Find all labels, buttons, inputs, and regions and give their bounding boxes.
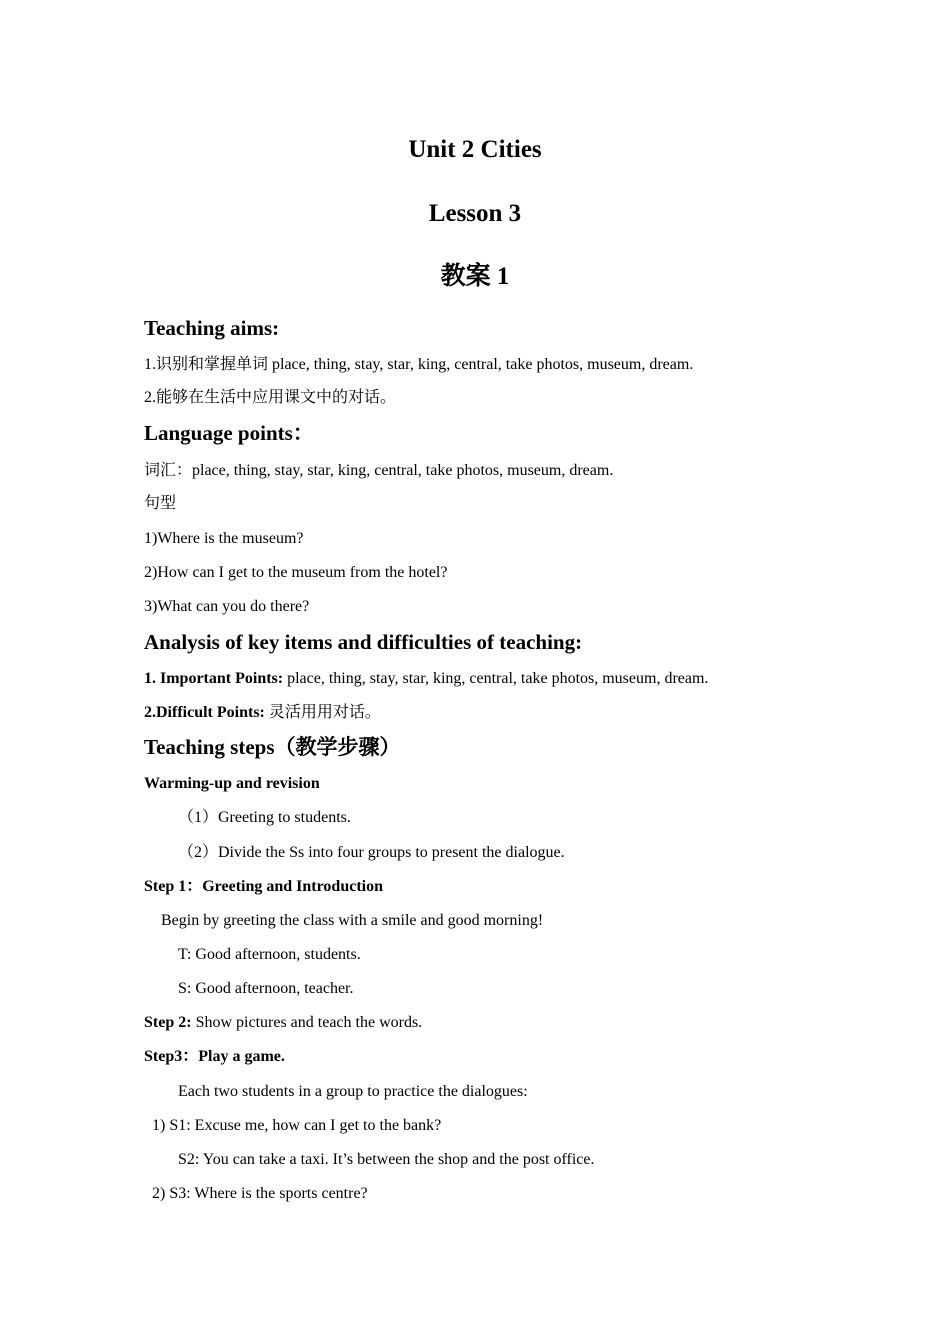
warmup-item: （1）Greeting to students. bbox=[178, 809, 351, 826]
dialogue-line: 1) S1: Excuse me, how can I get to the bank? bbox=[152, 1117, 442, 1134]
sentence-item: 2)How can I get to the museum from the hotel? bbox=[144, 564, 448, 581]
sentence-item: 3)What can you do there? bbox=[144, 598, 310, 615]
important-points-text: place, thing, stay, star, king, central, take photos, museum, dream. bbox=[283, 670, 709, 687]
sentence-item: 1)Where is the museum? bbox=[144, 530, 304, 547]
step3-intro: Each two students in a group to practice the dialogues: bbox=[178, 1083, 528, 1100]
teaching-aim-item: 2.能够在生活中应用课文中的对话。 bbox=[144, 389, 397, 406]
step1-intro: Begin by greeting the class with a smile and good morning! bbox=[161, 912, 544, 929]
dialogue-line: S: Good afternoon, teacher. bbox=[178, 980, 354, 997]
step2-label: Step 2: bbox=[144, 1014, 192, 1031]
warmup-label: Warming-up and revision bbox=[144, 775, 320, 792]
difficult-points-line bbox=[144, 705, 381, 721]
teaching-aims-heading: Teaching aims: bbox=[144, 316, 280, 340]
analysis-heading: Analysis of key items and difficulties of teaching: bbox=[144, 630, 583, 654]
important-points-label: 1. Important Points: bbox=[144, 670, 284, 687]
unit-title: Unit 2 Cities bbox=[408, 136, 542, 163]
dialogue-line: 2) S3: Where is the sports centre? bbox=[152, 1185, 368, 1202]
warmup-item: （2）Divide the Ss into four groups to present the dialogue. bbox=[178, 844, 565, 861]
step2-text: Show pictures and teach the words. bbox=[191, 1014, 423, 1031]
lesson-title: Lesson 3 bbox=[428, 200, 522, 227]
step2-line bbox=[144, 1015, 422, 1031]
step1-label: Step 1：Greeting and Introduction bbox=[144, 878, 383, 895]
teaching-aim-item: 1.识别和掌握单词 place, thing, stay, star, king, central, take photos, museum, dream. bbox=[144, 356, 694, 373]
plan-title: 教案 1 bbox=[440, 263, 510, 290]
dialogue-line: T: Good afternoon, students. bbox=[178, 946, 361, 963]
important-points-line bbox=[144, 671, 708, 687]
step3-label: Step3：Play a game. bbox=[144, 1048, 285, 1065]
teaching-steps-heading: Teaching steps（教学步骤） bbox=[144, 735, 401, 759]
difficult-points-text: 灵活用用对话。 bbox=[264, 704, 381, 721]
difficult-points-label: 2.Difficult Points: bbox=[144, 704, 265, 721]
sentence-pattern-label: 句型 bbox=[144, 495, 177, 512]
dialogue-line: S2: You can take a taxi. It’s between the shop and the post office. bbox=[178, 1151, 595, 1168]
vocabulary-line: 词汇：place, thing, stay, star, king, central, take photos, museum, dream. bbox=[144, 462, 614, 479]
language-points-heading: Language points： bbox=[144, 421, 314, 445]
